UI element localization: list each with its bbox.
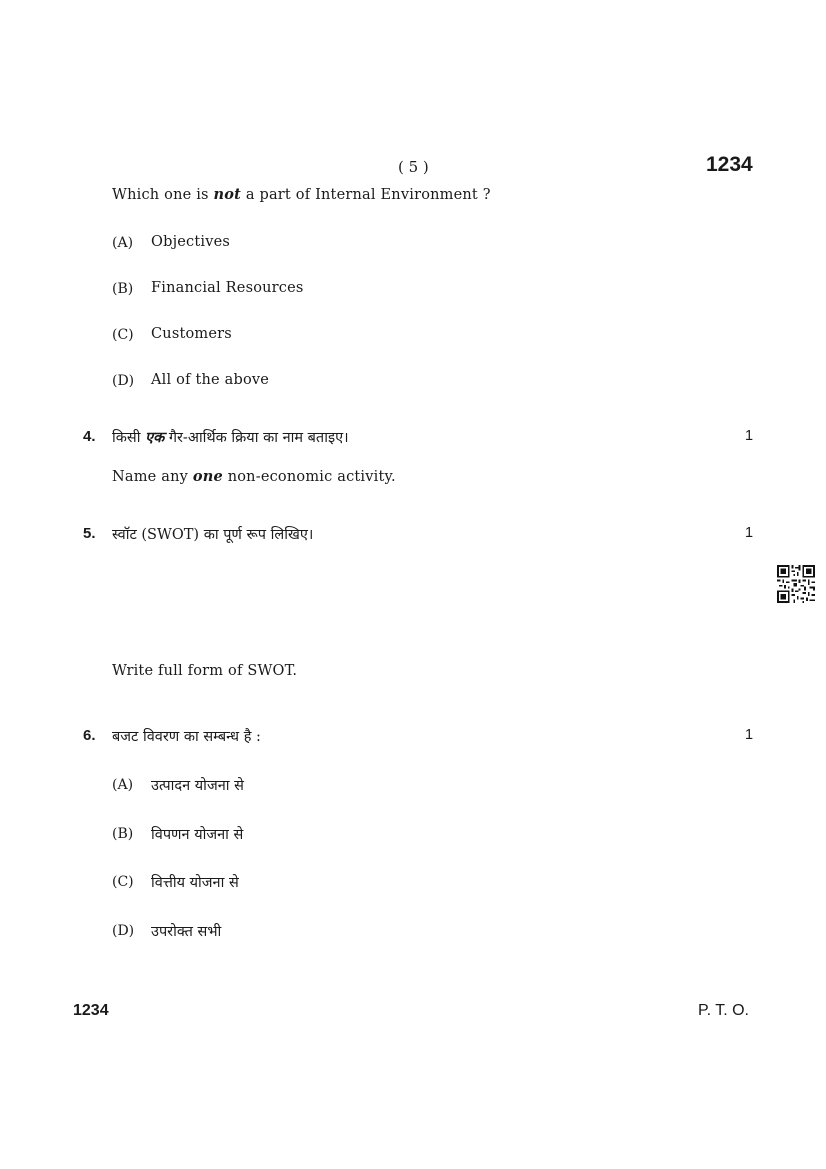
q6-option-b-text: विपणन योजना से	[151, 827, 244, 843]
question-4-hindi-after: गैर-आर्थिक क्रिया का नाम बताइए।	[164, 430, 349, 446]
question-4-hindi	[112, 427, 349, 447]
question-4-marks: 1	[745, 428, 754, 444]
question-5-hindi: स्वॉट (SWOT) का पूर्ण रूप लिखिए।	[112, 527, 314, 543]
q6-option-b-letter: (B)	[112, 826, 134, 842]
question-4-english	[112, 468, 396, 485]
q3-option-d-text: All of the above	[151, 372, 270, 388]
page-number: ( 5 )	[398, 158, 429, 176]
question-3-text-before: Which one is	[112, 187, 214, 203]
question-4-hindi-emphasis: एक	[145, 429, 165, 446]
q3-option-b-text: Financial Resources	[151, 280, 304, 296]
question-5-marks: 1	[745, 525, 754, 541]
question-4-english-emphasis: one	[192, 468, 223, 485]
question-5-number: 5.	[83, 525, 96, 542]
q3-option-b-letter: (B)	[112, 281, 134, 297]
qr-code-icon	[777, 565, 815, 603]
please-turn-over: P. T. O.	[698, 1002, 749, 1019]
question-3-emphasis: not	[213, 186, 242, 203]
question-5-english: Write full form of SWOT.	[112, 663, 298, 679]
q3-option-a-letter: (A)	[112, 235, 134, 251]
paper-code-top: 1234	[706, 153, 753, 176]
q6-option-c-text: वित्तीय योजना से	[151, 875, 239, 891]
q6-option-a-letter: (A)	[112, 777, 134, 793]
q6-option-a-text: उत्पादन योजना से	[151, 778, 244, 794]
question-4-english-before: Name any	[112, 469, 193, 485]
paper-code-bottom: 1234	[73, 1002, 109, 1019]
q3-option-c-letter: (C)	[112, 327, 134, 343]
question-3-text-after: a part of Internal Environment ?	[241, 187, 491, 203]
question-4-english-after: non-economic activity.	[222, 469, 396, 485]
question-3-text	[112, 186, 491, 203]
q6-option-d-text: उपरोक्त सभी	[151, 924, 222, 940]
question-6-hindi: बजट विवरण का सम्बन्ध है :	[112, 729, 261, 745]
question-6-number: 6.	[83, 727, 96, 744]
q3-option-a-text: Objectives	[151, 234, 231, 250]
question-4-hindi-before: किसी	[112, 430, 146, 446]
q3-option-d-letter: (D)	[112, 373, 135, 389]
question-6-marks: 1	[745, 727, 754, 743]
question-4-number: 4.	[83, 428, 96, 445]
q6-option-c-letter: (C)	[112, 874, 134, 890]
q3-option-c-text: Customers	[151, 326, 232, 342]
q6-option-d-letter: (D)	[112, 923, 135, 939]
